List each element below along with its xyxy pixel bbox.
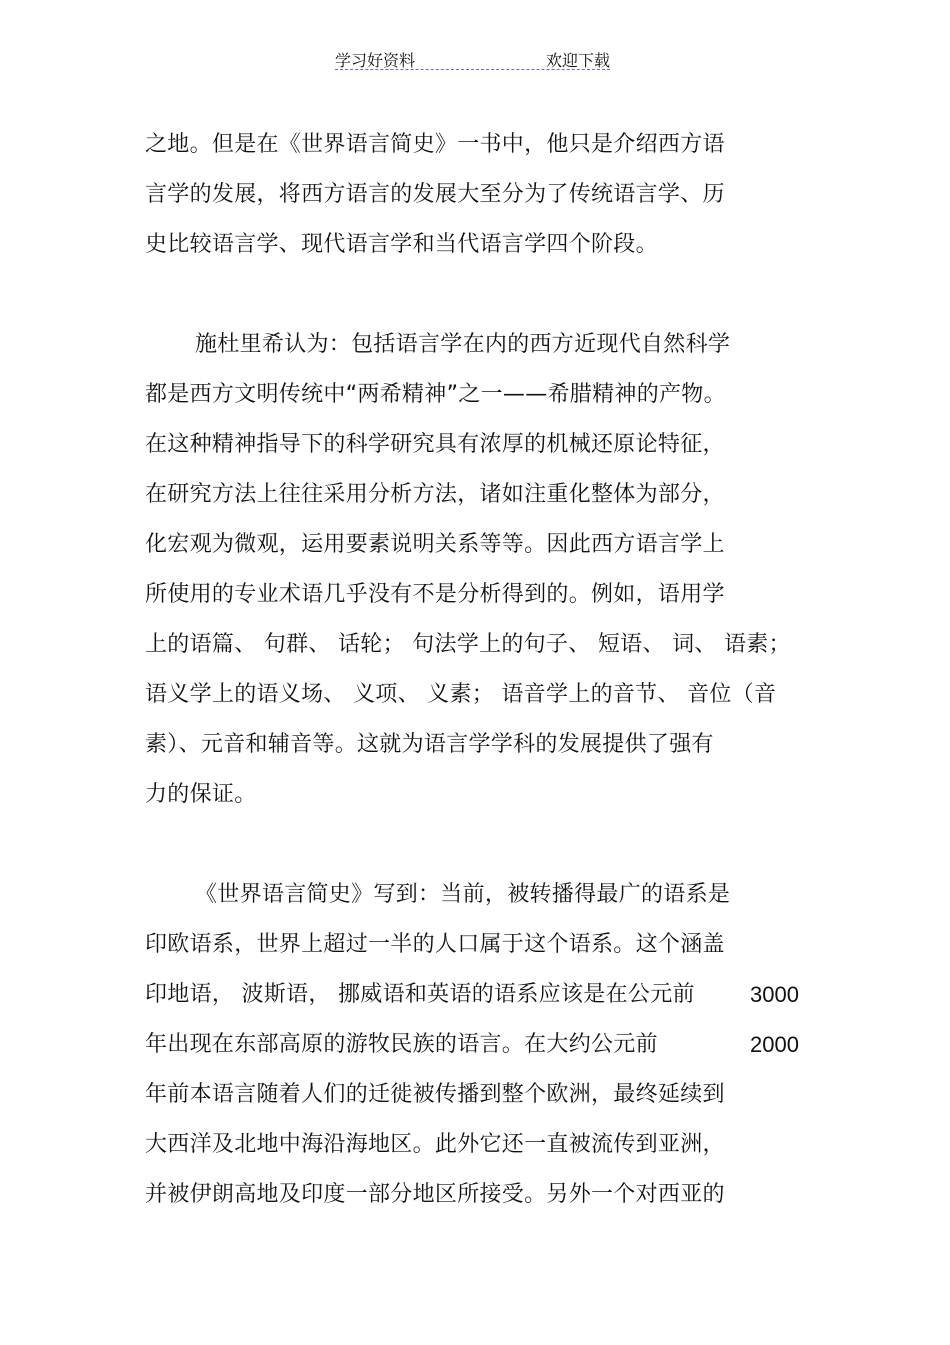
text-line: 年出现在东部高原的游牧民族的语言。在大约公元前 <box>145 1032 658 1057</box>
text-line: 大西洋及北地中海沿海地区。此外它还一直被流传到亚洲， <box>145 1132 725 1157</box>
text-line: 在研究方法上往往采用分析方法，诸如注重化整体为部分， <box>145 482 725 507</box>
header-left-text: 学习好资料 <box>335 51 416 70</box>
text-line: 年前本语言随着人们的迁徙被传播到整个欧洲，最终延续到 <box>145 1082 725 1107</box>
text-line: 力的保证。 <box>145 782 257 807</box>
text-line: 印地语， 波斯语， 挪威语和英语的语系应该是在公元前 <box>145 982 695 1007</box>
text-line: 并被伊朗高地及印度一部分地区所接受。另外一个对西亚的 <box>145 1182 725 1207</box>
header-divider <box>335 69 610 70</box>
text-line: 施杜里希认为：包括语言学在内的西方近现代自然科学 <box>195 332 731 357</box>
text-line: 所使用的专业术语几乎没有不是分析得到的。例如，语用学 <box>145 582 725 607</box>
year-number: 2000 <box>750 1032 799 1057</box>
header-right-text: 欢迎下载 <box>545 51 610 70</box>
text-line: 上的语篇、 句群、 话轮； 句法学上的句子、 短语、 词、 语素； <box>145 632 791 657</box>
page-header <box>335 48 610 72</box>
text-line: 都是西方文明传统中“两希精神”之一——希腊精神的产物。 <box>145 382 726 407</box>
text-line: 《世界语言简史》写到：当前，被转播得最广的语系是 <box>195 882 731 907</box>
text-line: 之地。但是在《世界语言简史》一书中，他只是介绍西方语 <box>145 132 725 157</box>
text-line: 素）、元音和辅音等。这就为语言学学科的发展提供了强有 <box>145 732 714 757</box>
year-number: 3000 <box>750 982 799 1007</box>
text-line: 史比较语言学、现代语言学和当代语言学四个阶段。 <box>145 232 658 257</box>
text-line: 化宏观为微观，运用要素说明关系等等。因此西方语言学上 <box>145 532 725 557</box>
text-line: 印欧语系，世界上超过一半的人口属于这个语系。这个涵盖 <box>145 932 725 957</box>
text-line: 语义学上的语义场、 义项、 义素； 语音学上的音节、 音位（音 <box>145 682 777 707</box>
text-line: 言学的发展，将西方语言的发展大至分为了传统语言学、历 <box>145 182 725 207</box>
text-line: 在这种精神指导下的科学研究具有浓厚的机械还原论特征， <box>145 432 725 457</box>
